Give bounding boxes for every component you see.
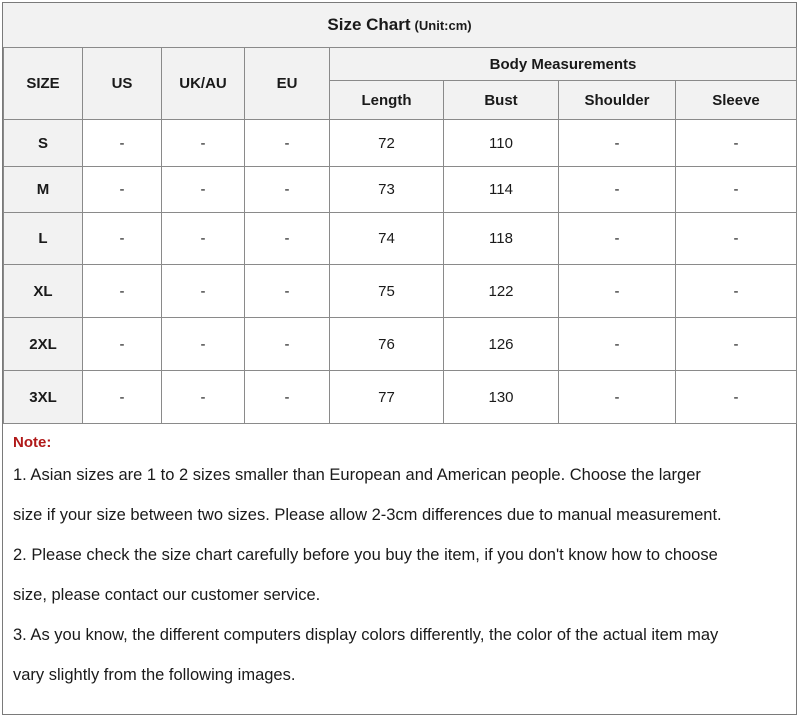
bust-cell: 130: [444, 371, 559, 424]
us-cell: -: [83, 265, 162, 318]
length-cell: 73: [330, 167, 444, 213]
ukau-cell: -: [162, 213, 245, 265]
bust-cell: 114: [444, 167, 559, 213]
shoulder-cell: -: [559, 371, 676, 424]
title-unit: (Unit:cm): [414, 17, 472, 33]
bust-cell: 122: [444, 265, 559, 318]
note-line: size if your size between two sizes. Please allow 2-3cm differences due to manual measurement.: [13, 506, 722, 524]
table-row: [4, 265, 797, 318]
us-cell: -: [83, 120, 162, 167]
note-title: Note:: [13, 434, 52, 451]
size-cell: L: [4, 213, 83, 265]
shoulder-cell: -: [559, 120, 676, 167]
us-cell: -: [83, 167, 162, 213]
bust-cell: 110: [444, 120, 559, 167]
us-cell: -: [83, 318, 162, 371]
note-line: 1. Asian sizes are 1 to 2 sizes smaller than European and American people. Choose the larger: [13, 466, 701, 484]
size-chart-frame: [2, 2, 797, 715]
sleeve-cell: -: [676, 120, 797, 167]
eu-cell: -: [245, 265, 330, 318]
header-length: Length: [330, 81, 444, 120]
size-cell: 3XL: [4, 371, 83, 424]
header-sleeve: Sleeve: [676, 81, 797, 120]
shoulder-cell: -: [559, 167, 676, 213]
eu-cell: -: [245, 167, 330, 213]
size-cell: 2XL: [4, 318, 83, 371]
shoulder-cell: -: [559, 265, 676, 318]
bust-cell: 126: [444, 318, 559, 371]
sleeve-cell: -: [676, 318, 797, 371]
length-cell: 76: [330, 318, 444, 371]
header-shoulder: Shoulder: [559, 81, 676, 120]
length-cell: 75: [330, 265, 444, 318]
header-body-measurements: Body Measurements: [330, 48, 797, 81]
ukau-cell: -: [162, 318, 245, 371]
size-cell: XL: [4, 265, 83, 318]
table-row: [4, 371, 797, 424]
eu-cell: -: [245, 120, 330, 167]
header-us: US: [83, 48, 162, 120]
note-line: 3. As you know, the different computers display colors differently, the color of the actual item may: [13, 626, 719, 644]
shoulder-cell: -: [559, 318, 676, 371]
ukau-cell: -: [162, 120, 245, 167]
table-row: [4, 120, 797, 167]
eu-cell: -: [245, 213, 330, 265]
bust-cell: 118: [444, 213, 559, 265]
ukau-cell: -: [162, 167, 245, 213]
header-bust: Bust: [444, 81, 559, 120]
note-line: size, please contact our customer service.: [13, 586, 321, 604]
sleeve-cell: -: [676, 371, 797, 424]
note-line: vary slightly from the following images.: [13, 666, 296, 684]
size-cell: S: [4, 120, 83, 167]
sleeve-cell: -: [676, 167, 797, 213]
size-chart-title: [3, 3, 796, 48]
ukau-cell: -: [162, 265, 245, 318]
length-cell: 74: [330, 213, 444, 265]
table-row: [4, 213, 797, 265]
eu-cell: -: [245, 371, 330, 424]
us-cell: -: [83, 371, 162, 424]
sleeve-cell: -: [676, 213, 797, 265]
length-cell: 77: [330, 371, 444, 424]
header-ukau: UK/AU: [162, 48, 245, 120]
us-cell: -: [83, 213, 162, 265]
eu-cell: -: [245, 318, 330, 371]
notes-section: [13, 431, 793, 695]
size-table: [3, 47, 797, 424]
table-row: [4, 318, 797, 371]
header-eu: EU: [245, 48, 330, 120]
shoulder-cell: -: [559, 213, 676, 265]
table-row: [4, 167, 797, 213]
header-size: SIZE: [4, 48, 83, 120]
note-line: 2. Please check the size chart carefully before you buy the item, if you don't know how to choose: [13, 546, 718, 564]
size-cell: M: [4, 167, 83, 213]
title-text: Size Chart: [327, 15, 411, 34]
sleeve-cell: -: [676, 265, 797, 318]
length-cell: 72: [330, 120, 444, 167]
ukau-cell: -: [162, 371, 245, 424]
